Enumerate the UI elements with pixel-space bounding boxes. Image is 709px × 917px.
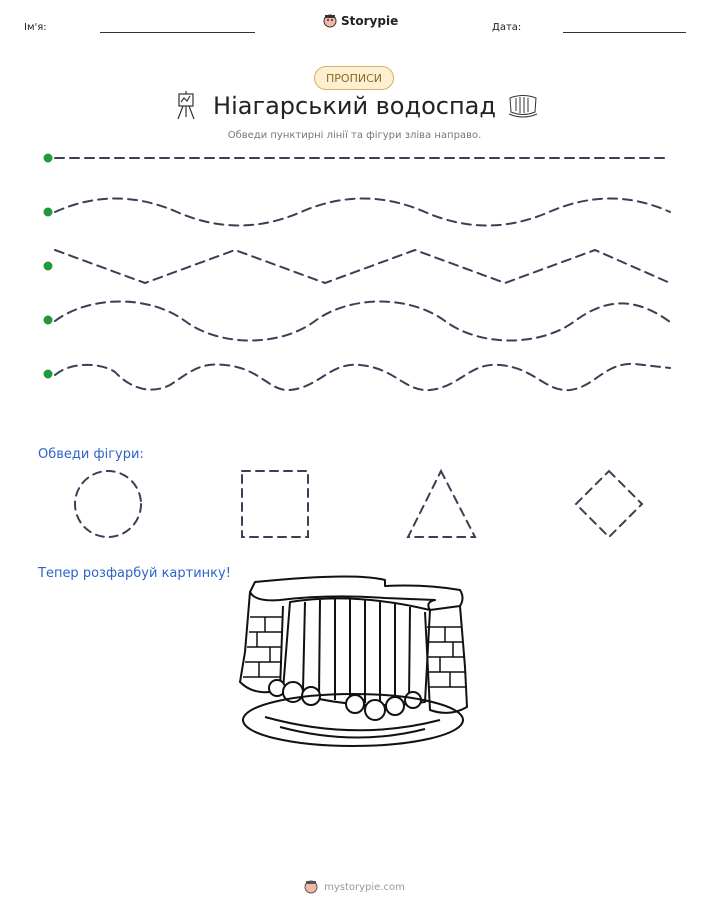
- coloring-section-label: Тепер розфарбуй картинку!: [38, 566, 231, 581]
- start-dot-3: [44, 262, 53, 271]
- start-dot-5: [44, 370, 53, 379]
- tracing-lines: [0, 140, 709, 400]
- shapes-section-label: Обведи фігури:: [38, 447, 144, 462]
- tracing-line-zigzag[interactable]: [55, 250, 670, 283]
- shape-triangle[interactable]: [408, 471, 475, 537]
- tracing-line-rounded-wave[interactable]: [55, 364, 670, 390]
- shape-circle[interactable]: [75, 471, 141, 537]
- worksheet-badge: ПРОПИСИ: [314, 66, 394, 90]
- shape-square[interactable]: [242, 471, 308, 537]
- waterfall-coloring-picture[interactable]: [235, 572, 475, 752]
- start-dot-4: [44, 316, 53, 325]
- brand: [323, 14, 398, 28]
- tracing-shapes: [0, 462, 709, 552]
- start-dot-1: [44, 154, 53, 163]
- shape-diamond[interactable]: [576, 471, 642, 537]
- waterfall-icon: [507, 92, 539, 120]
- date-line[interactable]: [563, 32, 686, 33]
- storypie-logo-icon: [323, 14, 337, 28]
- footer: [0, 880, 709, 894]
- start-dot-2: [44, 208, 53, 217]
- name-label: Ім'я:: [24, 22, 47, 33]
- footer-url[interactable]: mystorypie.com: [324, 881, 405, 893]
- tracing-line-gentle-wave[interactable]: [55, 199, 670, 226]
- page-title: Ніагарський водоспад: [213, 92, 496, 120]
- name-line[interactable]: [100, 32, 255, 33]
- tracing-line-wave[interactable]: [55, 302, 670, 341]
- footer-logo-icon: [304, 880, 318, 894]
- page-subtitle: Обведи пунктирні лінії та фігури зліва направо.: [227, 130, 482, 141]
- brand-name: Storypie: [341, 14, 399, 28]
- date-label: Дата:: [492, 22, 522, 33]
